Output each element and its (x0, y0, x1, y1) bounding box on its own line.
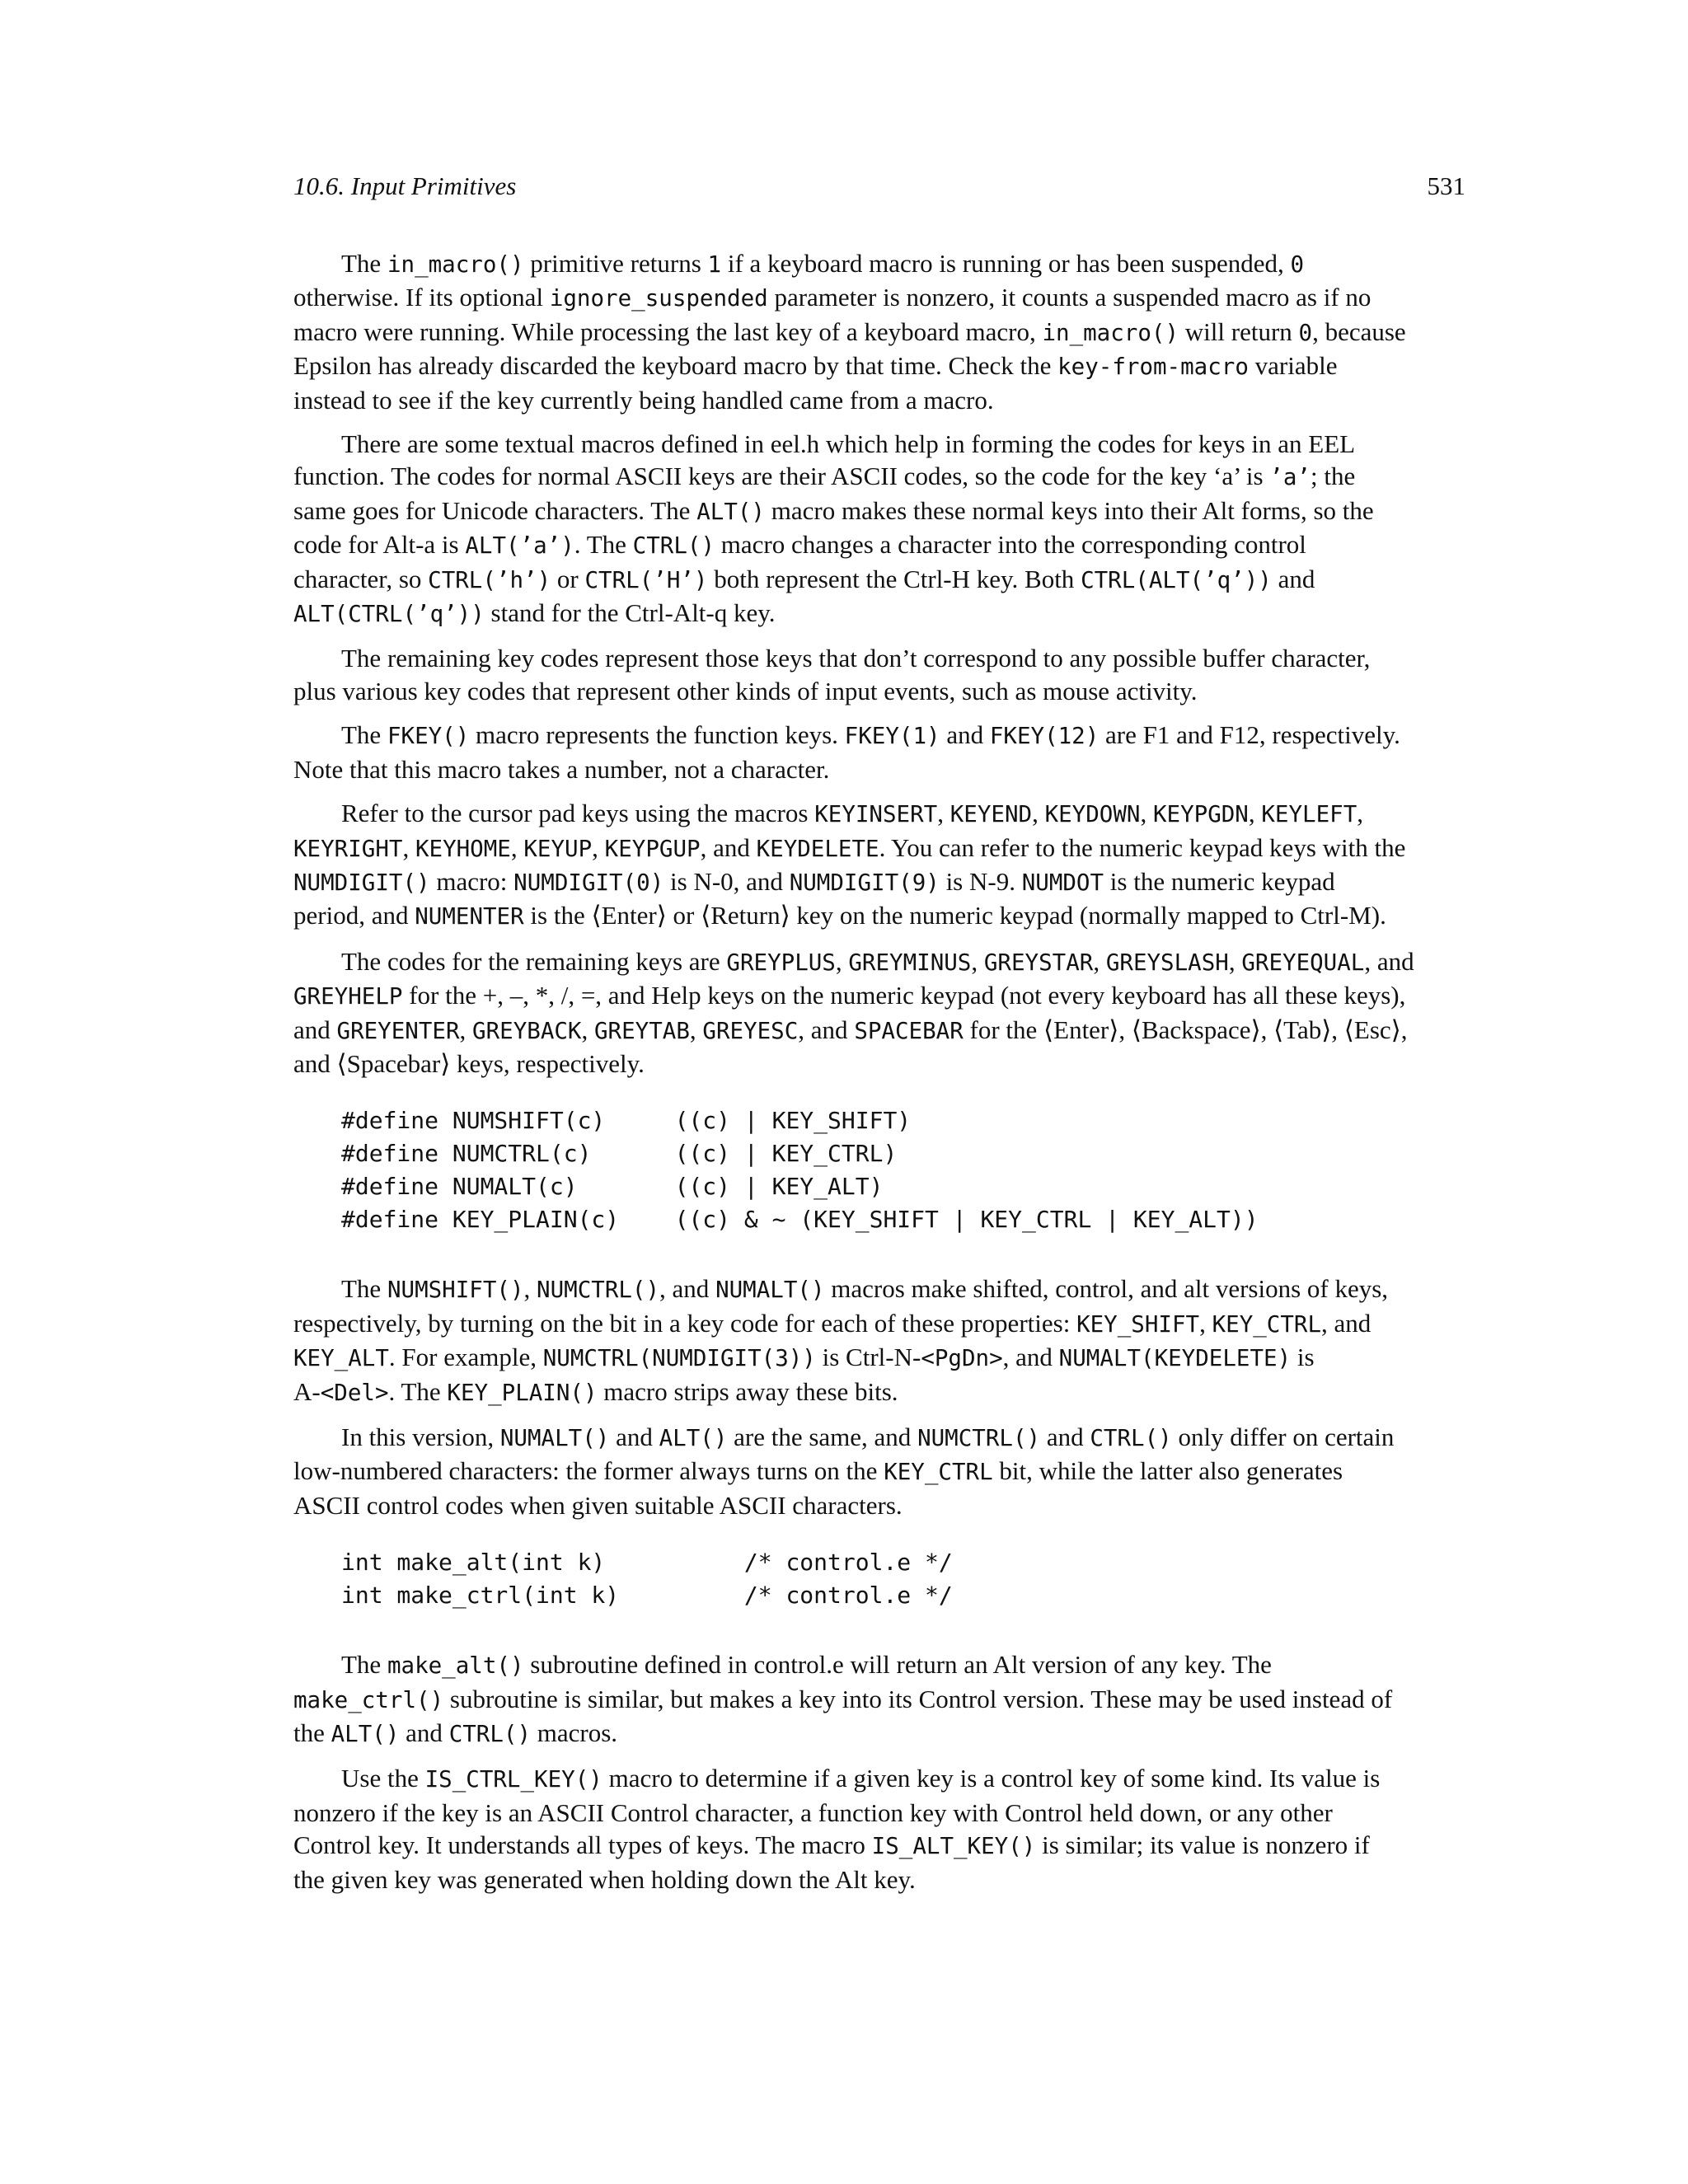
text-run: macro to determine if a given key is a control key of some kind. Its value is nonzero if the key is an ASCII Control character, a function key with Control held down, or any other Control key. It understands all types of keys. The macro (293, 1764, 1381, 1860)
text-run: is Ctrl-N- (815, 1343, 921, 1372)
text-run: , (510, 832, 524, 862)
paragraph-fkey (293, 719, 1465, 785)
text-run: and (940, 720, 990, 750)
inline-code: KEYDELETE (756, 835, 879, 862)
paragraph-grey-keys (293, 945, 1465, 1080)
inline-code: CTRL() (1090, 1424, 1172, 1451)
inline-code: KEY_CTRL (1212, 1310, 1322, 1338)
text-run: The (341, 1274, 387, 1304)
text-run: ; the same goes for Unicode characters. The (293, 462, 1356, 525)
text-run: , and (700, 832, 757, 862)
section-title: 10.6. Input Primitives (293, 171, 517, 200)
inline-code: ALT() (331, 1721, 400, 1747)
inline-code: NUMCTRL(NUMDIGIT(3)) (542, 1345, 816, 1372)
inline-code: NUMCTRL() (537, 1277, 660, 1304)
inline-code: KEY_ALT (293, 1345, 389, 1372)
inline-code: ALT() (659, 1424, 728, 1451)
inline-code: make_ctrl() (293, 1686, 444, 1713)
text-run: , (1093, 946, 1106, 976)
inline-code: 0 (1298, 319, 1313, 346)
inline-code: KEYPGUP (604, 835, 701, 862)
inline-code: GREYTAB (593, 1017, 690, 1044)
inline-code: KEYLEFT (1261, 801, 1357, 828)
text-run: , and (659, 1274, 716, 1304)
text-run: , (835, 946, 849, 976)
inline-code: <PgDn> (921, 1345, 1003, 1372)
inline-code: GREYSTAR (983, 949, 1094, 976)
paragraph-textual-macros (293, 428, 1465, 630)
text-run: for the +, –, *, /, =, and Help keys on the numeric keypad (not every keyboard has all these keys), and (293, 981, 1406, 1044)
text-run: The (341, 720, 387, 750)
inline-code: in_macro() (1042, 319, 1179, 346)
inline-code: KEYUP (523, 835, 593, 862)
text-run: only differ on certain low-numbered characters: the former always turns on the (293, 1422, 1395, 1486)
paragraph-is-ctrl-key (293, 1762, 1465, 1896)
text-run: stand for the Ctrl-Alt-q key. (484, 598, 776, 628)
inline-code: NUMALT() (499, 1424, 610, 1451)
inline-code: GREYESC (702, 1017, 799, 1044)
inline-code: GREYHELP (293, 983, 403, 1010)
text-run: is A- (293, 1343, 1315, 1406)
text-run: , (1140, 799, 1153, 828)
code-block-modifier-macros: #define NUMSHIFT(c) ((c) | KEY_SHIFT) #define NUMCTRL(c) ((c) | KEY_CTRL) #define NUMALT(c) ((c) | KEY_ALT) #define KEY_PLAIN(c) ((c) & ~ (KEY_SHIFT | KEY_CTRL | KEY_ALT)) (341, 1107, 1259, 1234)
inline-code: ignore_suspended (549, 285, 768, 312)
inline-code: CTRL() (448, 1721, 532, 1747)
text-run: is similar; its value is nonzero if the given key was generated when holding down the Alt key. (293, 1830, 1370, 1894)
text-run: , (592, 832, 605, 862)
text-run: will return (1179, 316, 1299, 346)
inline-code: NUMDIGIT(0) (513, 869, 664, 896)
inline-code: make_alt() (387, 1652, 524, 1680)
inline-code: IS_ALT_KEY() (871, 1833, 1036, 1860)
inline-code: ALT(CTRL(’q’)) (293, 601, 485, 628)
text-run: macro strips away these bits. (597, 1376, 898, 1406)
inline-code: key-from-macro (1057, 354, 1249, 381)
body-text (293, 247, 1465, 1907)
inline-code: <Del> (320, 1379, 389, 1406)
text-run: macro: (429, 866, 514, 896)
text-run: , and (798, 1015, 855, 1044)
inline-code: GREYEQUAL (1241, 949, 1365, 976)
text-run: There are some textual macros defined in eel.h which help in forming the codes for keys in an EEL function. The codes for normal ASCII keys are their ASCII codes, so the code for the key ‘a’ is (293, 429, 1356, 491)
text-run: and (1040, 1422, 1090, 1451)
inline-code: CTRL(’h’) (428, 566, 551, 593)
text-run: variable instead to see if the key currently being handled came from a macro. (293, 351, 1338, 415)
inline-code: GREYSLASH (1105, 949, 1229, 976)
text-run: and (399, 1718, 449, 1747)
page-number: 531 (1427, 171, 1465, 200)
text-run: subroutine defined in control.e will return an Alt version of any key. The (530, 1650, 1272, 1680)
text-run: , (971, 946, 984, 976)
text-run: macros make shifted, control, and alt versions of keys, respectively, by turning on the bit in a key code for each of these properties: (293, 1274, 1389, 1338)
text-run: , (581, 1015, 594, 1044)
inline-code: NUMALT() (715, 1277, 825, 1304)
text-run: The codes for the remaining keys are (341, 946, 727, 976)
text-run: is N-9. (939, 866, 1022, 896)
text-run: The (341, 249, 387, 278)
text-run: The remaining key codes represent those keys that don’t correspond to any possible buffer character, plus various key codes that represent other kinds of input events, such as mouse activity. (293, 644, 1371, 705)
inline-code: NUMDIGIT(9) (789, 869, 940, 896)
text-run: subroutine is similar, but makes a key into its Control version. These may be used instead of the (293, 1684, 1393, 1747)
inline-code: KEYDOWN (1044, 801, 1141, 828)
inline-code: GREYPLUS (726, 949, 836, 976)
paragraph-make-alt (293, 1648, 1465, 1750)
inline-code: KEYRIGHT (293, 835, 403, 862)
text-run: , (1199, 1308, 1212, 1338)
inline-code: KEY_SHIFT (1076, 1310, 1200, 1338)
text-run: is N-0, and (663, 866, 790, 896)
text-run: , (402, 832, 415, 862)
inline-code: NUMCTRL() (917, 1424, 1041, 1451)
text-run: is the ⟨Enter⟩ or ⟨Return⟩ key on the numeric keypad (normally mapped to Ctrl-M). (523, 901, 1386, 930)
text-run: are F1 and F12, respectively. Note that this macro takes a number, not a character. (293, 720, 1400, 784)
paragraph-version-notes (293, 1421, 1465, 1521)
inline-code: IS_CTRL_KEY() (424, 1766, 603, 1793)
inline-code: ’a’ (1269, 464, 1311, 491)
paragraph-cursor-pad-keys (293, 797, 1465, 934)
text-run: , (523, 1274, 537, 1304)
text-run: bit, while the latter also generates ASCII control codes when given suitable ASCII characters. (293, 1456, 1343, 1520)
text-run: macro makes these normal keys into their Alt forms, so the code for Alt-a is (293, 495, 1374, 560)
text-run: , and (1002, 1343, 1059, 1372)
inline-code: SPACEBAR (854, 1017, 964, 1044)
text-run: is the numeric keypad period, and (293, 866, 1335, 930)
inline-code: KEYEND (950, 801, 1033, 828)
text-run: , (689, 1015, 703, 1044)
inline-code: KEY_CTRL (884, 1459, 993, 1486)
text-run: In this version, (341, 1422, 500, 1451)
inline-code: KEY_PLAIN() (447, 1379, 598, 1406)
text-run: macro changes a character into the corresponding control character, so (293, 530, 1306, 593)
inline-code: KEYHOME (415, 835, 511, 862)
text-run: , (937, 799, 950, 828)
text-run: . For example, (388, 1343, 543, 1372)
text-run: macro represents the function keys. (469, 720, 845, 750)
text-run: , (1032, 799, 1045, 828)
text-run: , (1228, 946, 1242, 976)
inline-code: ALT(’a’) (465, 532, 574, 560)
text-run: , and (1364, 946, 1414, 976)
inline-code: KEYINSERT (814, 801, 938, 828)
text-run: and (609, 1422, 659, 1451)
inline-code: GREYBACK (472, 1017, 582, 1044)
inline-code: CTRL(ALT(’q’)) (1081, 566, 1272, 593)
text-run: and (1278, 564, 1315, 593)
text-run: , (459, 1015, 473, 1044)
code-block-make-subroutines: int make_alt(int k) /* control.e */ int make_ctrl(int k) /* control.e */ (341, 1549, 953, 1610)
inline-code: 0 (1290, 251, 1305, 278)
inline-code: GREYMINUS (848, 949, 972, 976)
inline-code: FKEY() (387, 723, 470, 750)
text-run: both represent the Ctrl-H key. Both (707, 564, 1081, 593)
inline-code: CTRL() (632, 532, 715, 560)
text-run: parameter is nonzero, it counts a suspended macro as if no macro were running. While processing the last key of a keyboard macro, (293, 283, 1372, 346)
text-run: for the ⟨Enter⟩, ⟨Backspace⟩, ⟨Tab⟩, ⟨Esc⟩, and ⟨Spacebar⟩ keys, respectively. (293, 1015, 1408, 1078)
inline-code: GREYENTER (336, 1017, 460, 1044)
inline-code: NUMDIGIT() (293, 869, 430, 896)
inline-code: NUMALT(KEYDELETE) (1058, 1345, 1292, 1372)
paragraph-numshift-macros (293, 1272, 1465, 1409)
text-run: or (551, 564, 585, 593)
inline-code: 1 (707, 251, 722, 278)
text-run: primitive returns (523, 249, 708, 278)
text-run: , because Epsilon has already discarded the keyboard macro by that time. Check the (293, 316, 1406, 381)
inline-code: NUMDOT (1021, 869, 1104, 896)
running-header (293, 168, 1465, 204)
text-run: , (1248, 799, 1262, 828)
inline-code: NUMSHIFT() (387, 1277, 524, 1304)
inline-code: FKEY(1) (844, 723, 940, 750)
inline-code: ALT() (696, 498, 765, 525)
text-run: macros. (531, 1718, 618, 1747)
inline-code: NUMENTER (415, 903, 524, 930)
text-run: , (1357, 799, 1364, 828)
text-run: , and (1321, 1308, 1372, 1338)
text-run: . The (388, 1376, 448, 1406)
inline-code: CTRL(’H’) (584, 566, 708, 593)
text-run: otherwise. If its optional (293, 283, 544, 312)
inline-code: in_macro() (387, 251, 524, 278)
text-run: if a keyboard macro is running or has been suspended, (721, 249, 1291, 278)
text-run: . The (574, 530, 633, 560)
text-run: Use the (341, 1764, 425, 1793)
text-run: Refer to the cursor pad keys using the macros (341, 799, 815, 828)
inline-code: KEYPGDN (1152, 801, 1249, 828)
text-run: are the same, and (727, 1422, 918, 1451)
inline-code: FKEY(12) (989, 723, 1100, 750)
text-run: The (341, 1650, 387, 1680)
paragraph-in-macro (293, 247, 1465, 416)
text-run: . You can refer to the numeric keypad keys with the (879, 832, 1406, 862)
paragraph-remaining-key-codes (293, 642, 1465, 707)
